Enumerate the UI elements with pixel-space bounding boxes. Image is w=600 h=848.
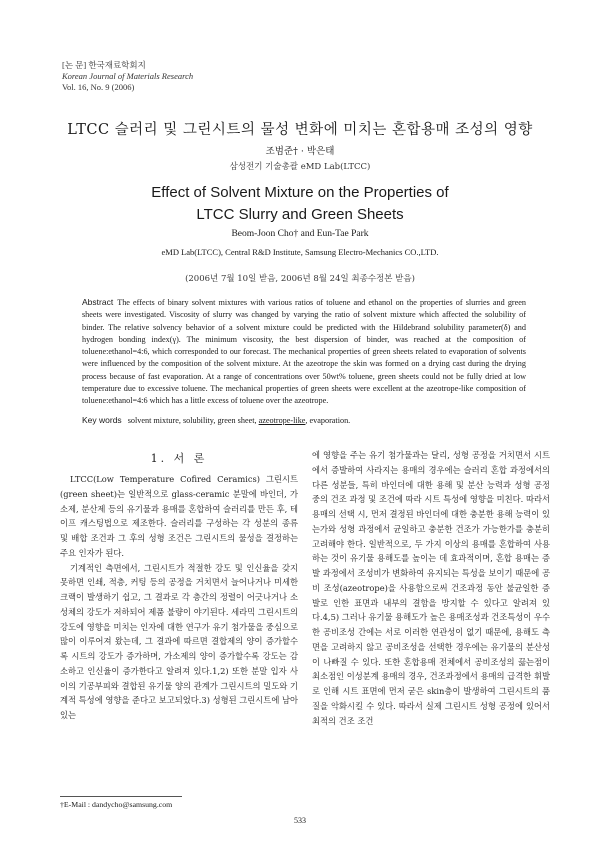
title-english-line-1: Effect of Solvent Mixture on the Properties of	[151, 184, 449, 201]
journal-volume: Vol. 16, No. 9 (2006)	[62, 82, 135, 92]
keywords-text: solvent mixture, solubility, green sheet,	[127, 416, 259, 425]
keyword-underlined: azeotrope-like	[258, 416, 306, 425]
paragraph: LTCC(Low Temperature Cofired Ceramics) 그린시트(green sheet)는 일반적으로 glass-ceramic 분말에 바인더, 가소제, 분산제 등의 유기물과 용매를 혼합하여 슬러리를 만든 후, 테이프 캐스팅법으로 제조한다. 슬러리를 구성하는 각 성분의 종류 및 배합 조건과 그 후의 성형 조건은 그린시트의 물성을 결정하는 주요 인자가 된다.	[60, 474, 298, 558]
abstract-label: Abstract	[82, 297, 114, 307]
title-korean: LTCC 슬러리 및 그린시트의 물성 변화에 미치는 혼합용매 조성의 영향	[67, 122, 533, 138]
footnote-divider	[60, 796, 182, 797]
abstract	[82, 296, 526, 408]
affiliation-english: eMD Lab(LTCC), Central R&D Institute, Samsung Electro-Mechanics CO.,LTD.	[161, 247, 439, 257]
authors-english: Beom-Joon Cho† and Eun-Tae Park	[231, 229, 369, 239]
journal-name-en: Korean Journal of Materials Research	[62, 71, 194, 81]
body-column-right	[312, 448, 550, 728]
section-title-introduction: 1. 서 론	[150, 452, 208, 465]
keywords	[82, 414, 526, 427]
journal-name-kr: [논 문] 한국재료학회지	[62, 60, 146, 70]
paragraph: 에 영향을 주는 유기 첨가물과는 달리, 성형 공정을 거치면서 시트에서 증발하여 사라지는 용매의 경우에는 슬러리 혼합 과정에서의 다른 성분들, 특히 바인더에 대한 용해 및 분산 능력과 성형 공정 중의 건조 과정 및 조건에 따라 시트 특성에 영향을 미친다. 따라서 용매의 선택 시, 먼저 결정된 바인더에 대한 충분한 용해 능력이 있는가와 성형 과정에서 균일하고 충분한 건조가 가능한가를 충분히 고려해야 한다. 일반적으로, 두 가지 이상의 용매를 혼합하여 사용하는 것이 유기물 용해도를 높이는 데 효과적이며, 혼합 용매는 증발 과정에서 조성비가 변화하여 유지되는 특성을 보이기 때문에 공비 조성(azeotrope)을 사용함으로써 건조과정 동안 불균일한 증발로 인한 표면과 내부의 결함을 방지할 수 있다고 알려져 있다.4,5) 그러나 유기물 용해도가 높은 용매조성과 건조특성이 우수한 공비조성 간에는 서로 이러한 연관성이 없기 때문에, 용해도 측면을 고려하지 않고 공비조성을 선택한 경우에는 유기물의 분산성이 나빠질 수 있다. 또한 혼합용매 전체에서 공비조성의 끓는점이 최소점인 이성분계 용매의 경우, 건조과정에서 용매의 급격한 휘발로 인해 시트 표면에 먼저 굳은 skin층이 발생하여 그린시트의 품질을 악화시킬 수 있다. 따라서 실제 그린시트 성형 공정에 있어서 최적의 건조 조건	[312, 450, 550, 726]
keywords-label: Key words	[82, 415, 122, 425]
title-english	[0, 182, 600, 226]
received-dates: (2006년 7월 10일 받음, 2006년 8월 24일 최종수정본 받음)	[185, 274, 415, 284]
paragraph: 기계적인 측면에서, 그린시트가 적절한 강도 및 인신율을 갖지 못하면 인쇄, 적층, 커팅 등의 공정을 거치면서 늘어나거나 미세한 크랙이 발생하기 쉽고, 그 결과로 각 층간의 정렬이 어긋나거나 소성체의 강도가 저하되어 제품 불량이 야기된다. 세라믹 그린시트의 강도에 영향을 미치는 인자에 대한 연구가 유기 첨가물을 중심으로 많이 이루어져 왔는데, 그 결과에 따르면 결합제의 양이 증가할수록 시트의 강도가 증가하며, 가소제의 양이 증가할수록 강도는 감소하고 인신율이 증가한다고 알려져 있다.1,2) 또한 분말 입자 사이의 기공부피와 결합된 유기물 양의 관계가 그린시트의 밀도와 기계적 특성에 영향을 준다고 보고되었다.3) 성형된 그린시트에 남아 있는	[60, 562, 299, 720]
page-number: 533	[294, 816, 306, 825]
authors-korean: 조범준† · 박은태	[265, 146, 335, 157]
affiliation-korean: 삼성전기 기술총괄 eMD Lab(LTCC)	[229, 162, 371, 172]
footnote-email: †E-Mail : dandycho@samsung.com	[60, 800, 173, 809]
journal-header	[62, 60, 193, 93]
keywords-text-end: , evaporation.	[305, 416, 351, 425]
title-english-line-2: LTCC Slurry and Green Sheets	[196, 206, 404, 223]
body-column-left	[60, 472, 298, 723]
abstract-text: The effects of binary solvent mixtures with various ratios of toluene and ethanol on the properties of slurries and green sheets were investigated. Viscosity of slurry was changed by varying the ratio of solvent mixture which affected the solubility of binder. The relative solvency behavior of a solvent mixture could be predicted with the Hildebrand solubility parameter(δ) and hydrogen bonding index(γ). The minimum viscosity, the best dispersion of binder, was reached at the composition of toluene:ethanol=4:6, which corresponded to our forecast. The mechanical properties of green sheets related to evaporation of solvents were influenced by the composition of the solvent mixture. At the azeotrope the skin was formed on a drying cast during the drying process because of fast evaporation. At a range of concentrations over 50wt% toluene, green sheets could not be fully dried at low temperature due to excessive toluene. The mechanical properties of green sheets were excellent at the azeotrope-like composition of toluene:ethanol=4:6 which has a little excess of toluene over the azeotrope.	[82, 298, 526, 406]
